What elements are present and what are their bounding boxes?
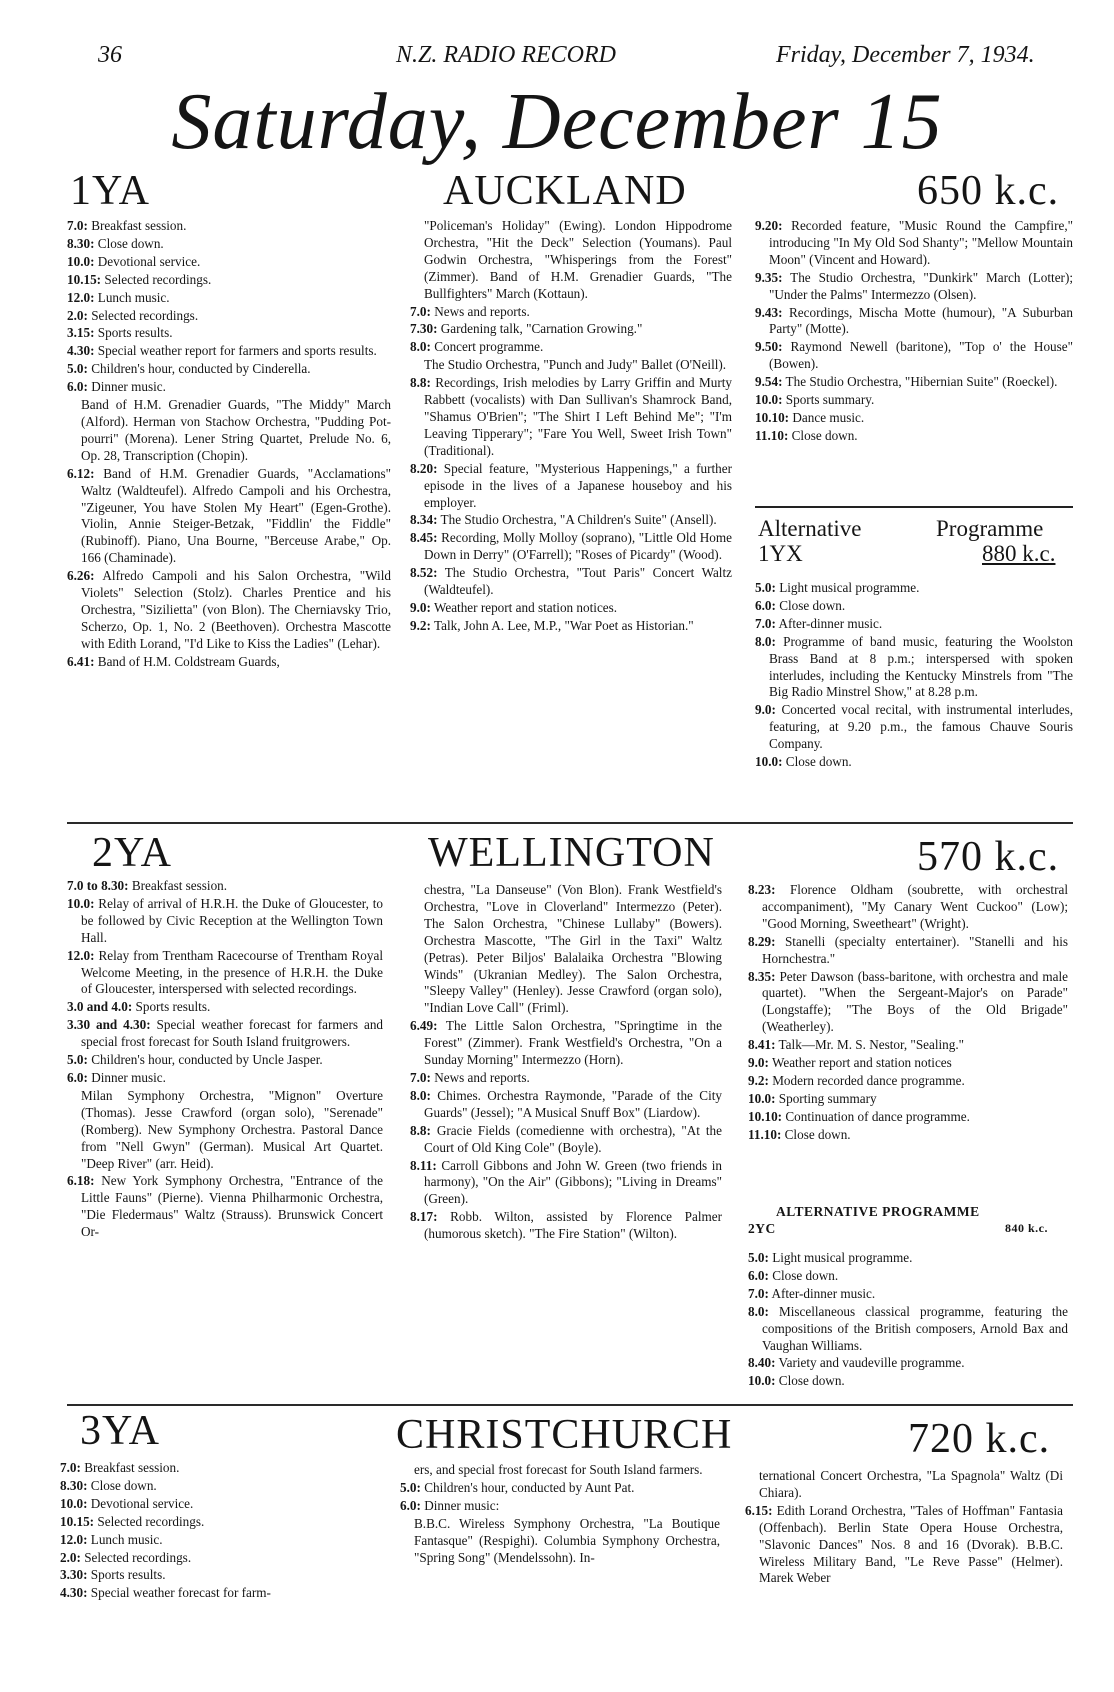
entry-text: ternational Concert Orchestra, "La Spagnola" Waltz (Di Chiara).	[759, 1468, 1063, 1500]
alternative-divider	[755, 506, 1073, 508]
entry-time: 10.15:	[67, 271, 102, 287]
entry-time: 5.0:	[67, 361, 88, 377]
entry-time: 7.0:	[60, 1460, 81, 1475]
programme-entry	[67, 896, 383, 947]
entry-text: Close down.	[778, 1373, 845, 1389]
entry-text: Devotional service.	[90, 1495, 194, 1511]
entry-time: 8.40:	[748, 1355, 776, 1371]
page-title: Saturday, December 15	[171, 78, 943, 166]
entry-text: Florence Oldham (soubrette, with orchestral accompaniment), "My Canary Went Cuckoo" (Low); "Good Morning, Sweetheart" (Wright).	[762, 882, 1068, 931]
entry-text: Recorded feature, "Music Round the Campfire," introducing "In My Old Sod Shanty"; "Mellow Mountain Moon" (Vincent and Howard).	[769, 218, 1074, 267]
entry-text: Dinner music:	[424, 1497, 500, 1513]
entry-text: Stanelli (specialty entertainer). "Stanelli and his Hornchestra."	[762, 933, 1068, 966]
entry-time: 3.0 and 4.0:	[67, 999, 133, 1015]
entry-text: B.B.C. Wireless Symphony Orchestra, "La Boutique Fantasque" (Respighi). Columbia Symphony Orchestra, "Spring Song" (Mendelssohn). In-	[414, 1515, 720, 1565]
entry-time: 3.30:	[60, 1567, 88, 1583]
programme-entry	[748, 1073, 1068, 1090]
entry-time: 12.0:	[67, 289, 95, 305]
entry-time: 5.0:	[67, 1052, 88, 1068]
entry-time: 10.10:	[755, 409, 790, 425]
station-frequency: 720 k.c.	[908, 1416, 1051, 1462]
entry-text: Selected recordings.	[97, 1513, 205, 1529]
entry-time: 8.20:	[410, 460, 438, 476]
entry-text: Continuation of dance programme.	[785, 1108, 970, 1124]
entry-text: Selected recordings.	[91, 307, 199, 323]
entry-text: "Policeman's Holiday" (Ewing). London Hippodrome Orchestra, "Hit the Deck" Selection (Youmans). Paul Godwin Orchestra, "Whisperings from the Forest" (Zimmer). Band of H.M. Grenadier Guards, "The Bullfighters" March (Kottaun).	[424, 218, 732, 301]
entry-text: Programme of band music, featuring the Woolston Brass Band at 8 p.m.; interspersed with spoken interludes, including the Kentucky Minstrels from "The Big Radio Minstrel Show," at 8.28 p.m.	[769, 633, 1074, 700]
entry-text: Lunch music.	[90, 1531, 163, 1547]
entry-text: Chimes. Orchestra Raymonde, "Parade of the City Guards" (Jessel); "A Musical Snuff Box" (Liardow).	[424, 1087, 723, 1120]
entry-time: 7.0:	[748, 1285, 769, 1301]
programme-entry	[67, 254, 391, 271]
entry-time: 3.15:	[67, 325, 95, 341]
programme-entry	[67, 397, 391, 465]
entry-time: 6.18:	[67, 1173, 95, 1189]
programme-column	[748, 882, 1068, 1145]
entry-time: 10.10:	[748, 1108, 783, 1124]
entry-time: 2.0:	[67, 307, 88, 323]
entry-text: The Studio Orchestra, "Tout Paris" Concert Waltz (Waldteufel).	[424, 565, 732, 598]
programme-entry	[755, 702, 1073, 753]
programme-entry	[748, 1109, 1068, 1126]
programme-entry	[67, 568, 391, 653]
entry-text: Gardening talk, "Carnation Growing."	[440, 321, 643, 337]
programme-entry	[410, 565, 732, 599]
entry-text: The Studio Orchestra, "Hibernian Suite" (Roeckel).	[785, 374, 1058, 390]
programme-entry	[748, 1373, 1068, 1390]
entry-time: 8.45:	[410, 530, 438, 546]
entry-time: 10.0:	[67, 895, 95, 911]
programme-entry	[410, 1158, 722, 1209]
entry-text: Variety and vaudeville programme.	[778, 1355, 965, 1371]
station-city: CHRISTCHURCH	[396, 1412, 733, 1458]
entry-text: Peter Dawson (bass-baritone, with orchestra and male quartet). "When the Sergeant-Major's on Parade" (Longstaffe); "The Boys of the Old Brigade" (Weatherley).	[762, 968, 1068, 1035]
programme-entry	[410, 218, 732, 303]
entry-time: 7.0:	[410, 1069, 431, 1085]
programme-entry	[400, 1498, 720, 1515]
entry-time: 4.30:	[60, 1585, 88, 1601]
entry-text: Light musical programme.	[779, 580, 920, 595]
station-call-sign: 1YA	[70, 168, 151, 214]
programme-column	[410, 218, 732, 636]
entry-text: Breakfast session.	[91, 218, 187, 233]
entry-time: 10.0:	[60, 1495, 88, 1511]
entry-text: Close down.	[791, 427, 858, 443]
programme-entry	[410, 1070, 722, 1087]
entry-time: 8.29:	[748, 933, 776, 949]
entry-time: 10.0:	[67, 253, 95, 269]
programme-entry	[60, 1532, 378, 1549]
entry-time: 6.41:	[67, 653, 95, 669]
entry-time: 9.20:	[755, 218, 783, 233]
entry-text: Children's hour, conducted by Aunt Pat.	[424, 1479, 635, 1495]
programme-entry	[748, 1127, 1068, 1144]
entry-text: Gracie Fields (comedienne with orchestra), "At the Court of Old King Cole" (Boyle).	[424, 1122, 723, 1155]
programme-entry	[755, 374, 1073, 391]
entry-time: 9.0:	[748, 1055, 769, 1071]
entry-text: ers, and special frost forecast for South Island farmers.	[414, 1462, 703, 1477]
programme-entry	[748, 1355, 1068, 1372]
programme-column	[400, 1462, 720, 1567]
alternative-frequency: 880 k.c.	[982, 541, 1056, 566]
entry-text: Special weather report for farmers and sports results.	[97, 343, 377, 359]
entry-time: 6.49:	[410, 1018, 438, 1034]
entry-time: 9.35:	[755, 269, 783, 285]
programme-entry	[67, 218, 391, 235]
entry-time: 8.41:	[748, 1037, 776, 1053]
entry-time: 5.0:	[748, 1250, 769, 1265]
programme-column	[67, 878, 383, 1242]
publication-name: N.Z. RADIO RECORD	[396, 42, 616, 68]
programme-column	[60, 1460, 378, 1603]
programme-entry	[410, 375, 732, 460]
programme-entry	[67, 379, 391, 396]
entry-time: 8.8:	[410, 375, 431, 391]
programme-entry	[67, 999, 383, 1016]
entry-text: Weather report and station notices.	[433, 599, 618, 615]
programme-entry	[67, 1173, 383, 1241]
entry-time: 9.50:	[755, 339, 783, 355]
alternative-list	[755, 580, 1073, 772]
programme-entry	[755, 754, 1073, 771]
programme-entry	[400, 1516, 720, 1567]
entry-time: 7.0:	[410, 303, 431, 319]
entry-text: Band of H.M. Coldstream Guards,	[97, 653, 280, 669]
programme-entry	[67, 343, 391, 360]
station-call-sign: 3YA	[80, 1408, 161, 1454]
entry-text: Carroll Gibbons and John W. Green (two friends in harmony), "On the Air" (Gibbons); "Living in Dreams" (Green).	[424, 1157, 723, 1207]
entry-text: Special weather forecast for farm-	[90, 1585, 271, 1601]
entry-time: 8.0:	[755, 633, 776, 649]
station-city: WELLINGTON	[428, 830, 715, 876]
entry-time: 12.0:	[60, 1531, 88, 1547]
entry-time: 8.34:	[410, 512, 438, 528]
programme-entry	[755, 270, 1073, 304]
entry-text: Edith Lorand Orchestra, "Tales of Hoffman" Fantasia (Offenbach). Berlin State Opera House Orchestra, "Slavonic Dances" Nos. 8 and 16 (Dvorak). B.B.C. Wireless Military Band, "Le Reve Passe" (Helmer). Marek Weber	[759, 1502, 1063, 1586]
entry-text: Sports results.	[135, 999, 211, 1015]
entry-time: 3.30 and 4.30:	[67, 1017, 151, 1033]
entry-text: Light musical programme.	[772, 1250, 913, 1265]
programme-entry	[745, 1503, 1063, 1588]
programme-entry	[400, 1480, 720, 1497]
alternative-heading: ALTERNATIVE PROGRAMME	[776, 1204, 980, 1219]
entry-text: Talk, John A. Lee, M.P., "War Poet as Historian."	[433, 617, 694, 633]
programme-entry	[67, 308, 391, 325]
entry-time: 8.23:	[748, 882, 776, 897]
entry-text: The Little Salon Orchestra, "Springtime in the Forest" (Zimmer). Frank Westfield's Orchestra, "On a Sunday Morning" Intermezzo (Horn).	[424, 1018, 722, 1068]
entry-text: Children's hour, conducted by Cinderella.	[91, 361, 311, 377]
entry-text: Relay from Trentham Racecourse of Trentham Royal Welcome Meeting, in the presence of H.R.H. the Duke of Gloucester, interspersed with selected recordings.	[81, 947, 383, 997]
programme-entry	[745, 1468, 1063, 1502]
entry-time: 8.0:	[748, 1303, 769, 1319]
entry-text: Close down.	[772, 1267, 839, 1283]
entry-time: 8.0:	[410, 339, 431, 355]
programme-entry	[60, 1585, 378, 1602]
programme-column	[410, 882, 722, 1244]
programme-entry	[410, 1018, 722, 1069]
entry-text: Recordings, Mischa Motte (humour), "A Suburban Party" (Motte).	[769, 304, 1073, 337]
entry-time: 6.26:	[67, 568, 95, 584]
programme-entry	[410, 512, 732, 529]
entry-time: 7.30:	[410, 321, 438, 337]
programme-entry	[410, 882, 722, 1017]
entry-text: Dinner music.	[91, 1069, 166, 1085]
entry-time: 9.0:	[410, 599, 431, 615]
entry-time: 9.2:	[410, 617, 431, 633]
programme-entry	[755, 392, 1073, 409]
section-divider	[67, 1404, 1073, 1406]
programme-entry	[67, 325, 391, 342]
programme-entry	[67, 1017, 383, 1051]
programme-entry	[410, 357, 732, 374]
programme-entry	[67, 654, 391, 671]
programme-entry	[748, 1037, 1068, 1054]
entry-text: Band of H.M. Grenadier Guards, "The Middy" March (Alford). Herman von Stachow Orchestra, "Pudding Pot-pourri" (Morena). Lener String Quartet, Prelude No. 6, Op. 28, Transcription (Chopin).	[81, 397, 391, 463]
entry-text: Breakfast session.	[131, 878, 228, 893]
entry-time: 12.0:	[67, 947, 95, 963]
entry-text: chestra, "La Danseuse" (Von Blon). Frank Westfield's Orchestra, "Love in Cloverland" Intermezzo (Peter). The Salon Orchestra, "Chinese Lullaby" (Bowers). Orchestra Mascotte, "The Girl in the Taxi" Waltz (Petras). Peter Biljos' Balalaika Orchestra "Blowing Winds" (Ukranian Medley). The Salon Orchestra, "Sleepy Valley" (Henley). Jesse Crawford (organ solo), "Indian Love Call" (Friml).	[424, 882, 722, 1016]
entry-text: Recordings, Irish melodies by Larry Griffin and Murty Rabbett (vocalists) with Dan Sullivan's Shamrock Band, "Shamus O'Brien"; "The Shirt I Left Behind Me"; "I'm Leaving Tipperary"; "Fare You Well, Sweet Irish Town" (Traditional).	[424, 375, 732, 458]
entry-time: 8.52:	[410, 565, 438, 581]
entry-time: 11.10:	[755, 427, 789, 443]
programme-column	[755, 218, 1073, 446]
entry-time: 7.0:	[67, 218, 88, 233]
entry-text: Concerted vocal recital, with instrumental interludes, featuring, at 9.20 p.m., the famous Chauve Souris Company.	[769, 702, 1073, 752]
alternative-label: Alternative	[758, 516, 862, 541]
entry-time: 5.0:	[400, 1479, 421, 1495]
entry-text: News and reports.	[434, 303, 530, 319]
programme-entry	[67, 236, 391, 253]
entry-text: Devotional service.	[97, 253, 201, 269]
programme-entry	[60, 1460, 378, 1477]
entry-text: Sports summary.	[785, 392, 875, 408]
programme-entry	[60, 1496, 378, 1513]
entry-time: 6.0:	[400, 1497, 421, 1513]
entry-time: 9.0:	[755, 702, 776, 718]
programme-entry	[410, 461, 732, 512]
issue-date: Friday, December 7, 1934.	[776, 42, 1035, 68]
programme-entry	[67, 1070, 383, 1087]
entry-text: After-dinner music.	[771, 1285, 876, 1301]
programme-entry	[60, 1550, 378, 1567]
programme-entry	[410, 304, 732, 321]
programme-entry	[748, 934, 1068, 968]
programme-entry	[748, 882, 1068, 933]
entry-time: 10.0:	[755, 392, 783, 408]
entry-text: Milan Symphony Orchestra, "Mignon" Overture (Thomas). Jesse Crawford (organ solo), "Serenade" (Romberg). New Symphony Orchestra. Pastoral Dance from "Nell Gwyn" (German). Musical Art Quartet. "Deep River" (arr. Heid).	[81, 1087, 383, 1171]
programme-entry	[755, 305, 1073, 339]
programme-entry	[748, 1250, 1068, 1267]
entry-time: 6.0:	[67, 1069, 88, 1085]
entry-time: 8.11:	[410, 1157, 437, 1173]
entry-text: Raymond Newell (baritone), "Top o' the House" (Bowen).	[769, 339, 1073, 372]
entry-time: 2.0:	[60, 1549, 81, 1565]
entry-text: Close down.	[784, 1126, 851, 1142]
entry-text: Relay of arrival of H.R.H. the Duke of Gloucester, to be followed by Civic Reception at the Wellington Town Hall.	[81, 895, 384, 945]
programme-entry	[410, 339, 732, 356]
entry-text: Breakfast session.	[84, 1460, 180, 1475]
entry-text: Selected recordings.	[84, 1549, 192, 1565]
entry-text: Close down.	[97, 235, 164, 251]
entry-time: 5.0:	[755, 580, 776, 595]
entry-text: New York Symphony Orchestra, "Entrance of the Little Fauns" (Pierne). Vienna Philharmonic Orchestra, "Die Fledermaus" Waltz (Strauss). Brunswick Concert Or-	[81, 1173, 384, 1240]
alternative-programme-label: Programme	[936, 516, 1044, 541]
programme-entry	[748, 1286, 1068, 1303]
programme-entry	[60, 1514, 378, 1531]
entry-text: Close down.	[779, 597, 846, 613]
entry-text: Dance music.	[792, 409, 865, 425]
programme-entry	[755, 339, 1073, 373]
programme-entry	[748, 1304, 1068, 1355]
programme-entry	[755, 616, 1073, 633]
entry-text: Alfredo Campoli and his Salon Orchestra, "Wild Violets" Selection (Stolz). Charles Prentice and his Orchestra, "Sizilietta" (von Blon). The Cherniavsky Trio, Scherzo, Op. 1, No. 2 (Beethoven). Orchestra Mascotte with Edith Lorand, "I'd Like to Kiss the Ladies" (Lehar).	[81, 568, 391, 651]
entry-time: 10.15:	[60, 1513, 95, 1529]
programme-entry	[410, 618, 732, 635]
entry-time: 4.30:	[67, 343, 95, 359]
entry-time: 7.0:	[755, 615, 776, 631]
programme-column	[745, 1468, 1063, 1588]
programme-entry	[67, 272, 391, 289]
entry-time: 9.43:	[755, 304, 783, 320]
entry-text: Dinner music.	[91, 379, 166, 395]
entry-text: Lunch music.	[97, 289, 170, 305]
programme-entry	[755, 410, 1073, 427]
programme-entry	[755, 218, 1073, 269]
section-divider	[67, 822, 1073, 824]
programme-entry	[410, 530, 732, 564]
programme-entry	[410, 1209, 722, 1243]
entry-time: 10.0:	[748, 1373, 776, 1389]
entry-text: Special weather forecast for farmers and special frost forecast for South Island fruitgrowers.	[81, 1017, 384, 1050]
entry-text: Close down.	[785, 754, 852, 770]
programme-entry	[67, 948, 383, 999]
programme-entry	[748, 1091, 1068, 1108]
programme-entry	[410, 1088, 722, 1122]
station-frequency: 650 k.c.	[917, 168, 1060, 214]
entry-time: 9.2:	[748, 1072, 769, 1088]
programme-entry	[67, 290, 391, 307]
programme-entry	[67, 1052, 383, 1069]
entry-time: 6.0:	[748, 1267, 769, 1283]
entry-text: News and reports.	[434, 1069, 530, 1085]
alternative-station: 2YC	[748, 1221, 776, 1236]
entry-time: 6.0:	[67, 379, 88, 395]
entry-text: After-dinner music.	[778, 615, 883, 631]
entry-text: Weather report and station notices	[771, 1055, 952, 1071]
entry-text: Talk—Mr. M. S. Nestor, "Sealing."	[778, 1037, 965, 1053]
alternative-frequency: 840 k.c.	[1005, 1221, 1048, 1235]
page-number: 36	[98, 42, 122, 68]
entry-text: Special feature, "Mysterious Happenings," a further episode in the lives of a Japanese houseboy and his employer.	[424, 460, 732, 510]
entry-text: Concert programme.	[434, 339, 544, 355]
programme-entry	[755, 428, 1073, 445]
entry-text: Miscellaneous classical programme, featuring the compositions of the British composers, Arnold Bax and Vaughan Williams.	[762, 1303, 1068, 1353]
entry-text: Sports results.	[97, 325, 173, 341]
programme-entry	[748, 969, 1068, 1037]
entry-text: Modern recorded dance programme.	[772, 1072, 965, 1088]
programme-entry	[748, 1055, 1068, 1072]
entry-text: Sports results.	[90, 1567, 166, 1583]
programme-entry	[748, 1268, 1068, 1285]
entry-time: 11.10:	[748, 1126, 782, 1142]
programme-entry	[410, 1123, 722, 1157]
programme-entry	[755, 634, 1073, 702]
alternative-station: 1YX	[758, 541, 803, 566]
entry-time: 6.15:	[745, 1502, 773, 1518]
entry-time: 8.35:	[748, 968, 776, 984]
programme-entry	[410, 600, 732, 617]
entry-text: Children's hour, conducted by Uncle Jasper.	[91, 1052, 323, 1068]
entry-time: 10.0:	[748, 1090, 776, 1106]
programme-column	[67, 218, 391, 672]
entry-time: 6.0:	[755, 597, 776, 613]
entry-time: 6.12:	[67, 465, 95, 481]
entry-time: 8.8:	[410, 1122, 431, 1138]
entry-text: Selected recordings.	[104, 271, 212, 287]
programme-entry	[410, 321, 732, 338]
station-city: AUCKLAND	[443, 168, 687, 214]
entry-time: 9.54:	[755, 374, 783, 390]
entry-time: 7.0 to 8.30:	[67, 878, 129, 893]
entry-text: The Studio Orchestra, "A Children's Suite" (Ansell).	[440, 512, 717, 528]
programme-entry	[755, 598, 1073, 615]
programme-entry	[67, 466, 391, 567]
entry-text: Recording, Molly Molloy (soprano), "Little Old Home Down in Derry" (O'Farrell); "Roses of Picardy" (Wood).	[424, 530, 732, 563]
programme-entry	[755, 580, 1073, 597]
entry-time: 10.0:	[755, 754, 783, 770]
programme-entry	[67, 878, 383, 895]
entry-time: 8.17:	[410, 1209, 438, 1225]
entry-text: The Studio Orchestra, "Dunkirk" March (Lotter); "Under the Palms" Intermezzo (Olsen).	[769, 269, 1073, 302]
entry-time: 8.30:	[67, 235, 95, 251]
programme-entry	[67, 1088, 383, 1173]
alternative-list	[748, 1250, 1068, 1391]
entry-time: 8.0:	[410, 1087, 431, 1103]
entry-text: Robb. Wilton, assisted by Florence Palmer (humorous sketch). "The Fire Station" (Wilton).	[424, 1209, 723, 1242]
entry-text: The Studio Orchestra, "Punch and Judy" Ballet (O'Neill).	[424, 357, 727, 373]
entry-time: 8.30:	[60, 1477, 88, 1493]
programme-entry	[60, 1478, 378, 1495]
entry-text: Sporting summary	[778, 1090, 877, 1106]
station-frequency: 570 k.c.	[917, 834, 1060, 880]
programme-entry	[60, 1567, 378, 1584]
station-call-sign: 2YA	[92, 830, 173, 876]
programme-entry	[67, 361, 391, 378]
entry-text: Close down.	[90, 1477, 157, 1493]
entry-text: Band of H.M. Grenadier Guards, "Acclamations" Waltz (Waldteufel). Alfredo Campoli and his Orchestra, "Zigeuner, You have Stolen My Heart" (Egen-Grothe). Violin, Annie Steiger-Betzak, "Fiddlin' the Fiddle" (Rubinoff). Piano, Una Bourne, "Berceuse Arabe," Op. 166 (Chaminade).	[81, 465, 391, 566]
programme-entry	[400, 1462, 720, 1479]
